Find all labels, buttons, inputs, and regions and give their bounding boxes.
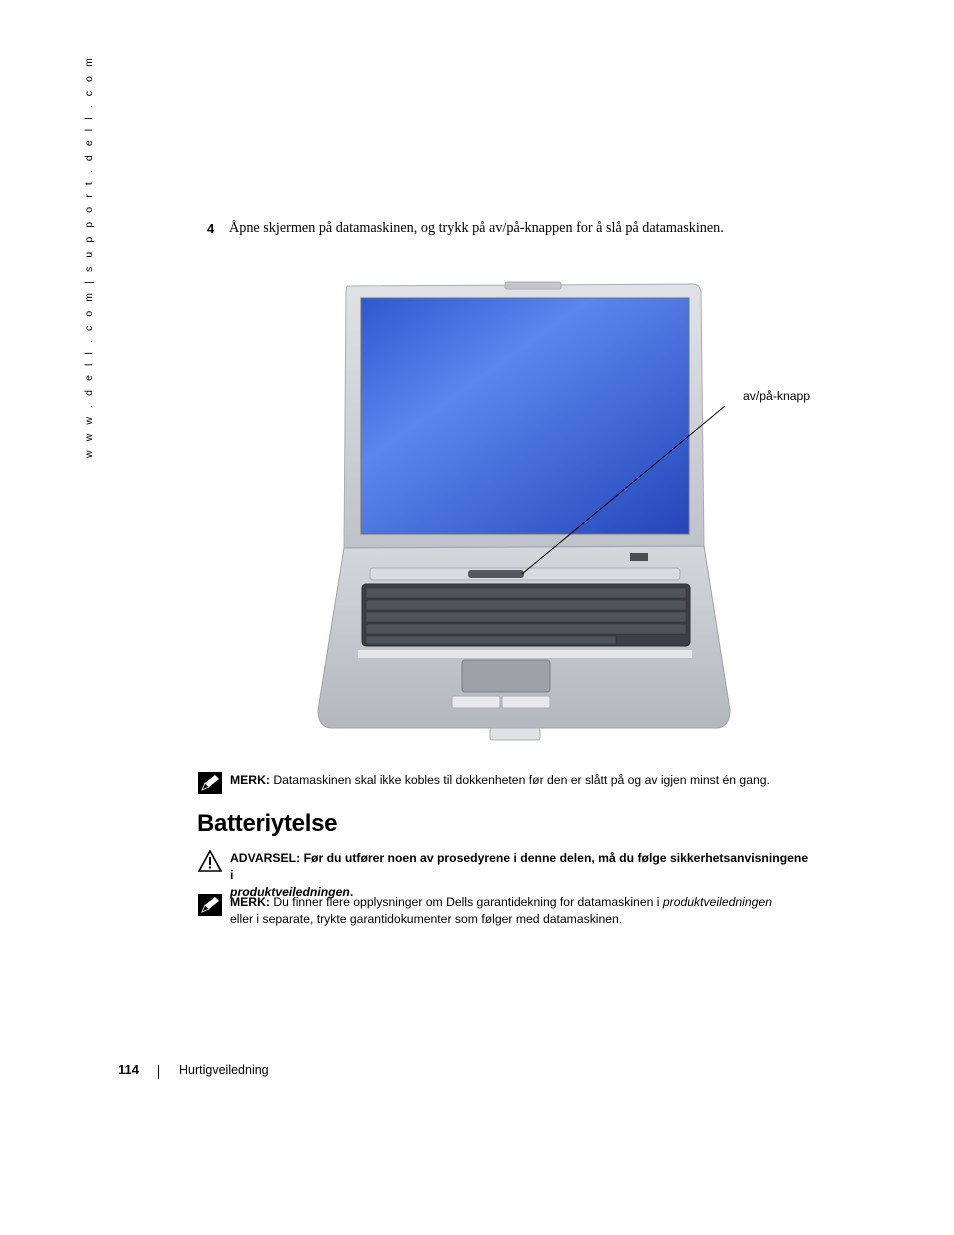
note-pencil-icon <box>198 772 222 794</box>
callout-label: av/på-knapp <box>743 389 811 403</box>
note-text: Datamaskinen skal ikke kobles til dokkenheten før den er slått på og av igjen minst én gang. <box>273 773 770 787</box>
power-button <box>468 570 524 578</box>
warning-end: . <box>349 885 354 899</box>
footer-divider <box>158 1065 159 1079</box>
sidebar-url <box>83 55 98 458</box>
step-text: Åpne skjermen på datamaskinen, og trykk på av/på-knappen for å slå på datamaskinen. <box>229 220 724 236</box>
laptop-screen <box>361 298 689 534</box>
power-button-strip <box>370 568 680 580</box>
touchpad-right-button <box>502 696 550 708</box>
lid-latch <box>505 282 561 289</box>
front-latch <box>490 728 540 740</box>
note-pencil-icon <box>198 894 222 916</box>
page-number: 114 <box>118 1062 139 1077</box>
warning-triangle-icon <box>198 850 222 872</box>
note-text-2: eller i separate, trykte garantidokumenter som følger med datamaskinen. <box>230 912 623 926</box>
laptop-illustration <box>300 278 820 748</box>
step-number: 4 <box>207 221 215 236</box>
touchpad <box>462 660 550 692</box>
note-italic: produktveiledningen <box>662 895 772 909</box>
status-light <box>630 553 648 561</box>
footer-title: Hurtigveiledning <box>179 1063 269 1077</box>
palmrest-strip <box>358 650 692 658</box>
sidebar-url-text: w w w . d e l l . c o m | s u p p o r t . d e l l . c o m <box>83 55 95 458</box>
touchpad-left-button <box>452 696 500 708</box>
warning-italic: produktveiledningen <box>230 885 350 899</box>
warning-label: ADVARSEL: <box>230 851 301 865</box>
section-title: Batteriytelse <box>197 810 338 837</box>
warning-text: Før du utfører noen av prosedyrene i denne delen, må du følge sikkerhetsanvisningene i <box>230 851 809 882</box>
note-label: MERK: <box>230 895 270 909</box>
note-label: MERK: <box>230 773 270 787</box>
note-text: Du finner flere opplysninger om Dells garantidekning for datamaskinen i <box>273 895 660 909</box>
laptop-figure <box>300 278 820 748</box>
